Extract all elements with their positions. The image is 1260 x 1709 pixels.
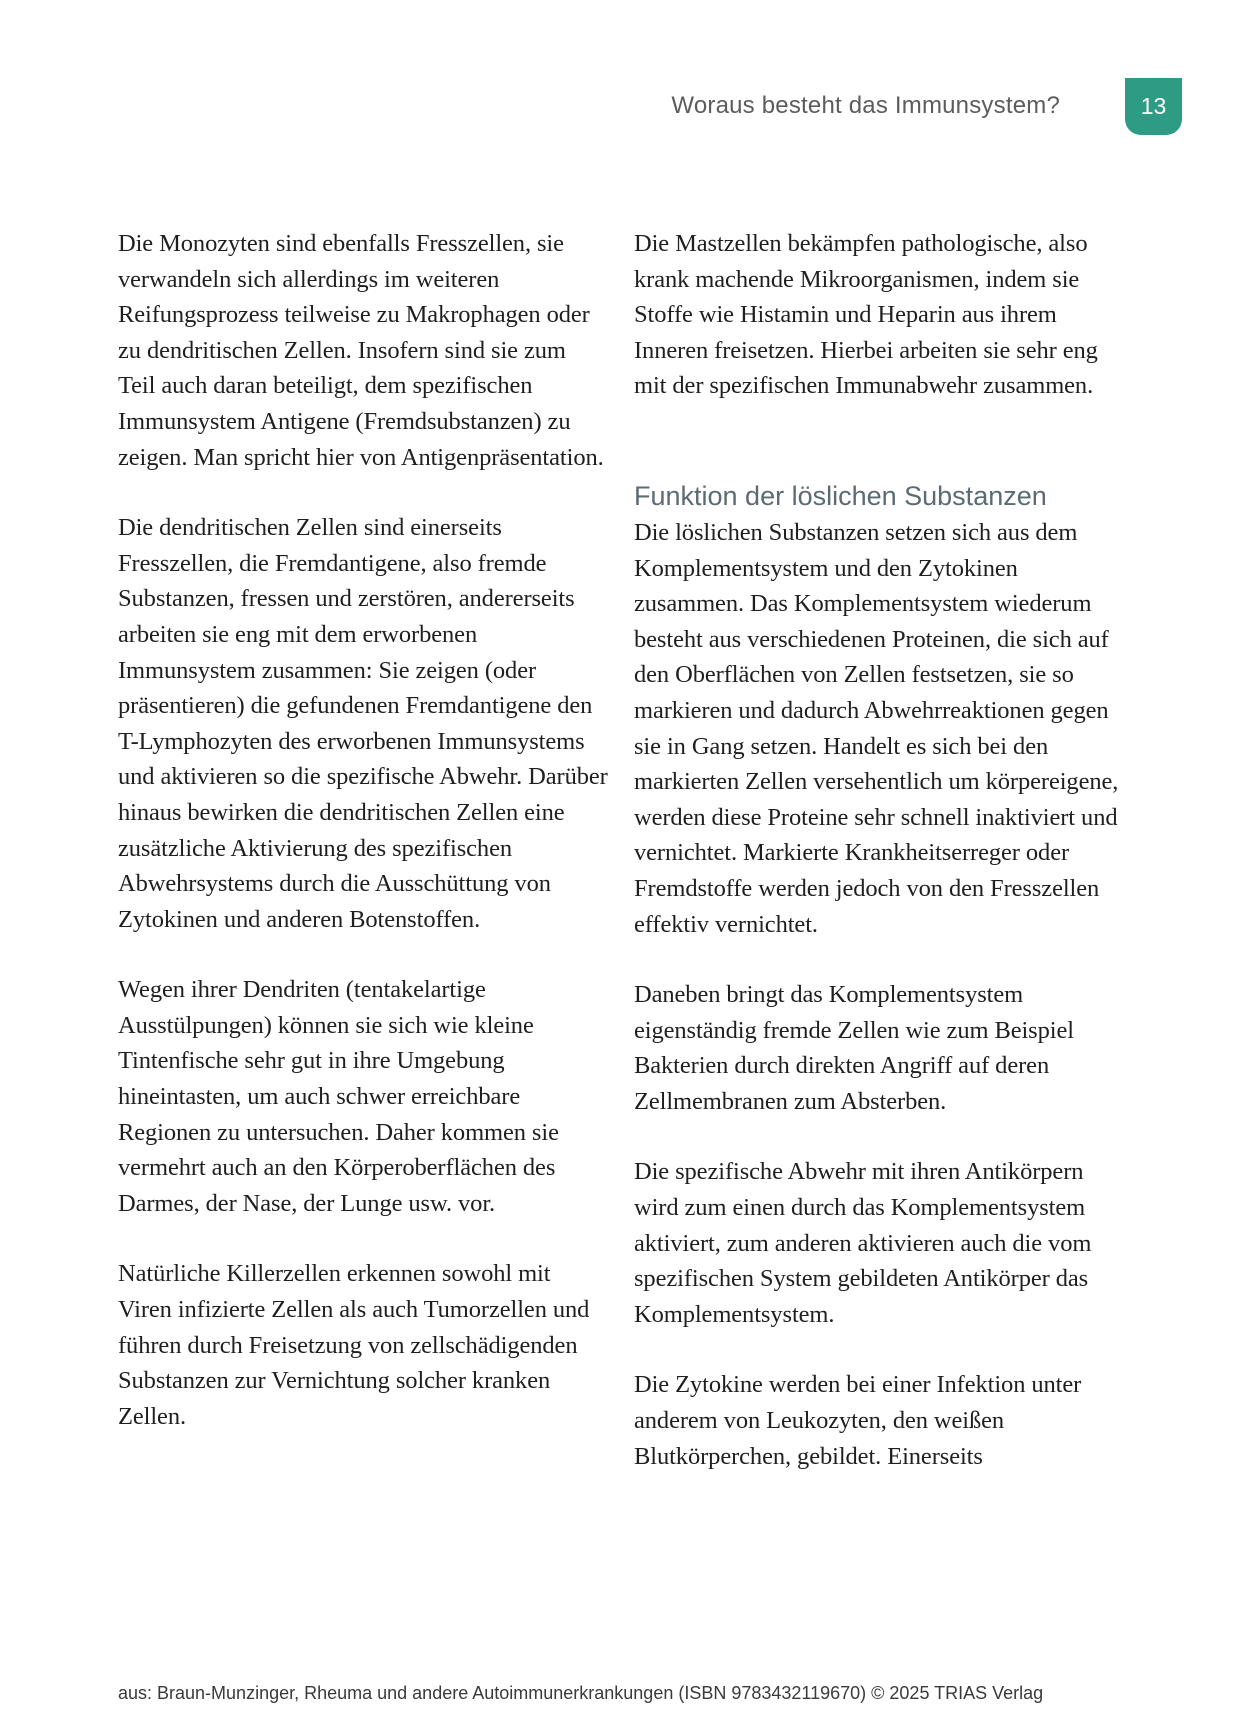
paragraph-loesliche-substanzen: Die löslichen Substanzen setzen sich aus dem Komplementsystem und den Zytokinen zusammen. Das Komplementsystem wiederum besteht aus verschiedenen Proteinen, die sich auf den Oberflächen von Zellen festsetzen, sie so markieren und dadurch Abwehrreaktionen gegen sie in Gang setzen. Handelt es sich bei den markierten Zellen versehentlich um körpereigene, werden diese Proteine sehr schnell inaktiviert und vernichtet. Markierte Krankheitserreger oder Fremdstoffe werden jedoch von den Fresszellen effektiv vernichtet. — [634, 518, 1119, 938]
paragraph-dendritische-zellen: Die dendritischen Zellen sind einerseits Fresszellen, die Fremdantigene, also fremde Substanzen, fressen und zerstören, andererseits arbeiten sie eng mit dem erworbenen Immunsystem zusammen: Sie zeigen (oder präsentieren) die gefundenen Fremdantigene den T-Lymphozyten des erworbenen Immunsystems und aktivieren so die spezifische Abwehr. Darüber hinaus bewirken die dendritischen Zellen eine zusätzliche Aktivierung des spezifischen Abwehrsystems durch die Ausschüttung von Zytokinen und anderen Botenstoffen. — [118, 514, 608, 933]
section-heading: Funktion der löslichen Substanzen — [634, 480, 1047, 511]
right-column — [634, 226, 1124, 1509]
paragraph-komplementsystem: Daneben bringt das Komplementsystem eigenständig fremde Zellen wie zum Beispiel Bakterien durch direkten Angriff auf deren Zellmembranen zum Absterben. — [634, 981, 1074, 1115]
paragraph-spezifische-abwehr: Die spezifische Abwehr mit ihren Antikörpern wird zum einen durch das Komplementsystem aktiviert, zum anderen aktivieren auch die vom spezifischen System gebildeten Antikörper das Komplementsystem. — [634, 1158, 1092, 1328]
paragraph-mastzellen: Die Mastzellen bekämpfen pathologische, also krank machende Mikroorganismen, indem sie Stoffe wie Histamin und Heparin aus ihrem Inneren freisetzen. Hierbei arbeiten sie sehr eng mit der spezifischen Immunabwehr zusammen. — [634, 230, 1098, 400]
paragraph-monozyten: Die Monozyten sind ebenfalls Fresszellen, sie verwandeln sich allerdings im weiteren Reifungsprozess teilweise zu Makrophagen oder zu dendritischen Zellen. Insofern sind sie zum Teil auch daran beteiligt, dem spezifischen Immunsystem Antigene (Fremdsubstanzen) zu zeigen. Man spricht hier von Antigenpräsentation. — [118, 230, 604, 471]
footer-source: aus: Braun-Munzinger, Rheuma und andere Autoimmunerkrankungen (ISBN 9783432119670) © 2025 TRIAS Verlag — [118, 1683, 1044, 1703]
left-column — [118, 226, 608, 1469]
running-title: Woraus besteht das Immunsystem? — [671, 92, 1060, 119]
paragraph-zytokine: Die Zytokine werden bei einer Infektion unter anderem von Leukozyten, den weißen Blutkörperchen, gebildet. Einerseits — [634, 1371, 1082, 1470]
page-number: 13 — [1140, 93, 1167, 119]
paragraph-killerzellen: Natürliche Killerzellen erkennen sowohl mit Viren infizierte Zellen als auch Tumorzellen und führen durch Freisetzung von zellschädigenden Substanzen zur Vernichtung solcher kranken Zellen. — [118, 1260, 590, 1430]
paragraph-dendriten: Wegen ihrer Dendriten (tentakelartige Ausstülpungen) können sie sich wie kleine Tintenfische sehr gut in ihre Umgebung hineintasten, um auch schwer erreichbare Regionen zu untersuchen. Daher kommen sie vermehrt auch an den Körperoberflächen des Darmes, der Nase, der Lunge usw. vor. — [118, 976, 559, 1217]
page-number-badge — [1125, 78, 1182, 135]
